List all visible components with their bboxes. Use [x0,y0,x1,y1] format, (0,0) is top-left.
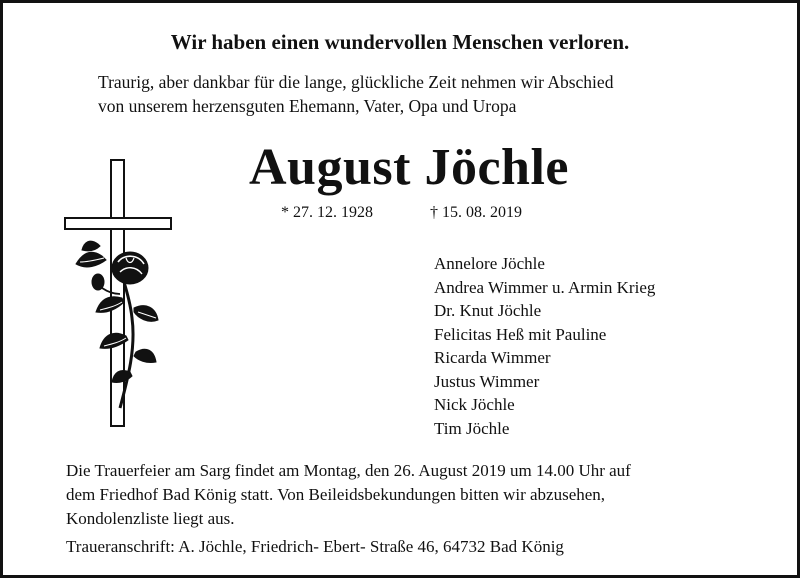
deceased-name: August Jöchle [249,139,569,196]
funeral-line: dem Friedhof Bad König statt. Von Beileidsbekundungen bitten wir abzusehen, [66,485,606,504]
list-item: Andrea Wimmer u. Armin Krieg [434,277,656,297]
list-item: Nick Jöchle [434,395,515,414]
list-item: Justus Wimmer [434,371,540,391]
intro-line: Traurig, aber dankbar für die lange, glückliche Zeit nehmen wir Abschied [98,72,614,92]
mourners-list [434,252,655,440]
funeral-line: Die Trauerfeier am Sarg findet am Montag, den 26. August 2019 um 14.00 Uhr auf [66,461,631,480]
list-item: Felicitas Heß mit Pauline [434,324,607,344]
funeral-info [66,459,631,531]
intro-text [98,70,613,118]
birth-date: * 27. 12. 1928 [281,204,373,221]
mourning-address: Traueranschrift: A. Jöchle, Friedrich- Ebert- Straße 46, 64732 Bad König [66,537,564,556]
list-item: Annelore Jöchle [434,254,545,273]
list-item: Tim Jöchle [434,418,510,438]
funeral-line: Kondolenzliste liegt aus. [66,509,235,528]
list-item: Dr. Knut Jöchle [434,301,542,320]
headline: Wir haben einen wundervollen Menschen verloren. [170,30,630,54]
intro-line: von unserem herzensguten Ehemann, Vater, Opa und Uropa [98,96,517,116]
death-date: † 15. 08. 2019 [430,204,522,221]
cross-with-rose-icon [62,158,174,433]
list-item: Ricarda Wimmer [434,348,551,367]
